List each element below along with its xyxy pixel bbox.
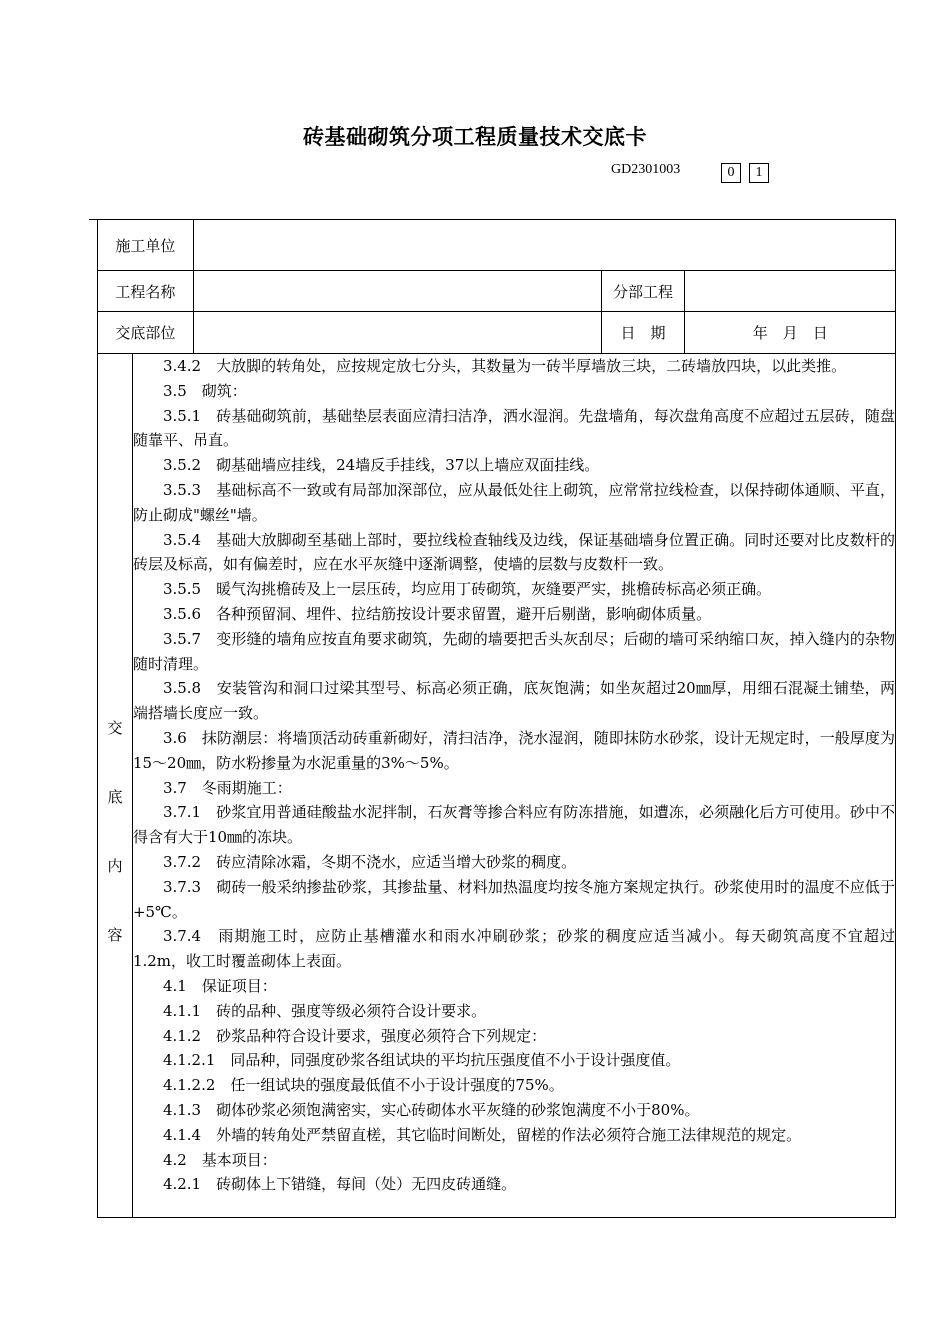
content-label	[98, 354, 133, 1218]
content-paragraph: 3.7 冬雨期施工：	[162, 778, 292, 797]
content-paragraph: 3.5.3 基础标高不一致或有局部加深部位，应从最低处往上砌筑，应常常拉线检查，以保持砌体通顺、平直，防止砌成"螺丝"墙。	[132, 480, 895, 524]
project-name-value[interactable]	[193, 271, 601, 312]
date-label: 日 期	[601, 312, 685, 354]
handover-part-label: 交底部位	[98, 312, 194, 354]
content-label-char: 容	[107, 926, 123, 944]
content-paragraph: 3.7.4 雨期施工时，应防止基槽灌水和雨水冲刷砂浆；砂浆的稠度应适当减小。每天砌筑高度不宜超过1.2m，收工时覆盖砌体上表面。	[132, 927, 895, 971]
content-label-char: 底	[107, 788, 123, 806]
content-paragraph: 3.5.7 变形缝的墙角应按直角要求砌筑，先砌的墙要把舌头灰刮尽；后砌的墙可采纳缩口灰，掉入缝内的杂物随时清理。	[132, 629, 895, 673]
content-paragraph: 3.7.3 砌砖一般采纳掺盐砂浆，其掺盐量、材料加热温度均按冬施方案规定执行。砂浆使用时的温度不应低于+5℃。	[132, 877, 895, 921]
content-paragraph: 3.5.4 基础大放脚砌至基础上部时，要拉线检查轴线及边线，保证基础墙身位置正确。同时还要对比皮数杆的砖层及标高，如有偏差时，应在水平灰缝中逐渐调整，使墙的层数与皮数杆一致。	[132, 530, 895, 574]
content-paragraph: 4.1.2 砂浆品种符合设计要求，强度必须符合下列规定：	[162, 1026, 547, 1045]
handover-form-table	[97, 219, 896, 1218]
content-paragraph: 4.2 基本项目：	[162, 1150, 277, 1169]
content-paragraph: 4.1.2.1 同品种，同强度砂浆各组试块的平均抗压强度值不小于设计强度值。	[162, 1051, 681, 1070]
construction-unit-value[interactable]	[193, 220, 895, 271]
content-paragraph: 3.6 抹防潮层：将墙顶活动砖重新砌好，清扫洁净，浇水湿润，随即抹防水砂浆，设计无规定时，一般厚度为15～20㎜，防水粉掺量为水泥重量的3%～5%。	[132, 728, 895, 772]
sub-project-label: 分部工程	[601, 271, 685, 312]
content-paragraph: 3.5.8 安装管沟和洞口过梁其型号、标高必须正确，底灰饱满；如坐灰超过20㎜厚，用细石混凝土铺垫，两端搭墙长度应一致。	[132, 679, 895, 723]
sub-project-value[interactable]	[685, 271, 896, 312]
content-paragraph: 4.1.3 砌体砂浆必须饱满密实，实心砖砌体水平灰缝的砂浆饱满度不小于80%。	[162, 1100, 700, 1119]
margin-tick	[89, 219, 97, 220]
construction-unit-label: 施工单位	[98, 220, 194, 271]
content-body	[132, 354, 895, 1218]
project-name-label: 工程名称	[98, 271, 194, 312]
content-paragraph: 4.1.4 外墙的转角处严禁留直槎，其它临时间断处，留槎的作法必须符合施工法律规范的规定。	[162, 1125, 802, 1144]
content-label-char: 交	[107, 719, 123, 737]
content-paragraph: 3.7.2 砖应清除冰霜，冬期不浇水，应适当增大砂浆的稠度。	[162, 852, 577, 871]
content-paragraph: 3.5.1 砖基础砌筑前，基础垫层表面应清扫洁净，洒水湿润。先盘墙角，每次盘角高度不应超过五层砖，随盘随靠平、吊直。	[132, 406, 895, 450]
code-box-1: 0	[721, 163, 741, 183]
content-paragraph: 3.5.6 各种预留洞、埋件、拉结筋按设计要求留置，避开后剔凿，影响砌体质量。	[162, 604, 712, 623]
content-paragraph: 3.4.2 大放脚的转角处，应按规定放七分头，其数量为一砖半厚墙放三块，二砖墙放四块，以此类推。	[162, 357, 847, 375]
content-paragraph: 3.5.5 暖气沟挑檐砖及上一层压砖，均应用丁砖砌筑，灰缝要严实，挑檐砖标高必须正确。	[162, 580, 772, 599]
date-value[interactable]: 年 月 日	[685, 312, 896, 354]
content-paragraph: 3.7.1 砂浆宜用普通硅酸盐水泥拌制，石灰膏等掺合料应有防冻措施，如遭冻，必须融化后方可使用。砂中不得含有大于10㎜的冻块。	[132, 803, 895, 847]
content-label-char: 内	[107, 857, 123, 875]
document-code: GD2301003	[611, 162, 681, 177]
content-paragraph: 4.2.1 砖砌体上下错缝，每间（处）无四皮砖通缝。	[162, 1175, 517, 1194]
handover-part-value[interactable]	[193, 312, 601, 354]
page-title: 砖基础砌筑分项工程质量技术交底卡	[303, 125, 647, 149]
code-box-2: 1	[749, 163, 769, 183]
content-paragraph: 4.1 保证项目：	[162, 976, 277, 995]
content-paragraph: 3.5.2 砌基础墙应挂线，24墙反手挂线，37以上墙应双面挂线。	[162, 456, 600, 475]
content-paragraph: 4.1.2.2 任一组试块的强度最低值不小于设计强度的75%。	[162, 1076, 564, 1095]
content-paragraph: 3.5 砌筑：	[162, 381, 247, 400]
content-paragraph: 4.1.1 砖的品种、强度等级必须符合设计要求。	[162, 1001, 487, 1020]
